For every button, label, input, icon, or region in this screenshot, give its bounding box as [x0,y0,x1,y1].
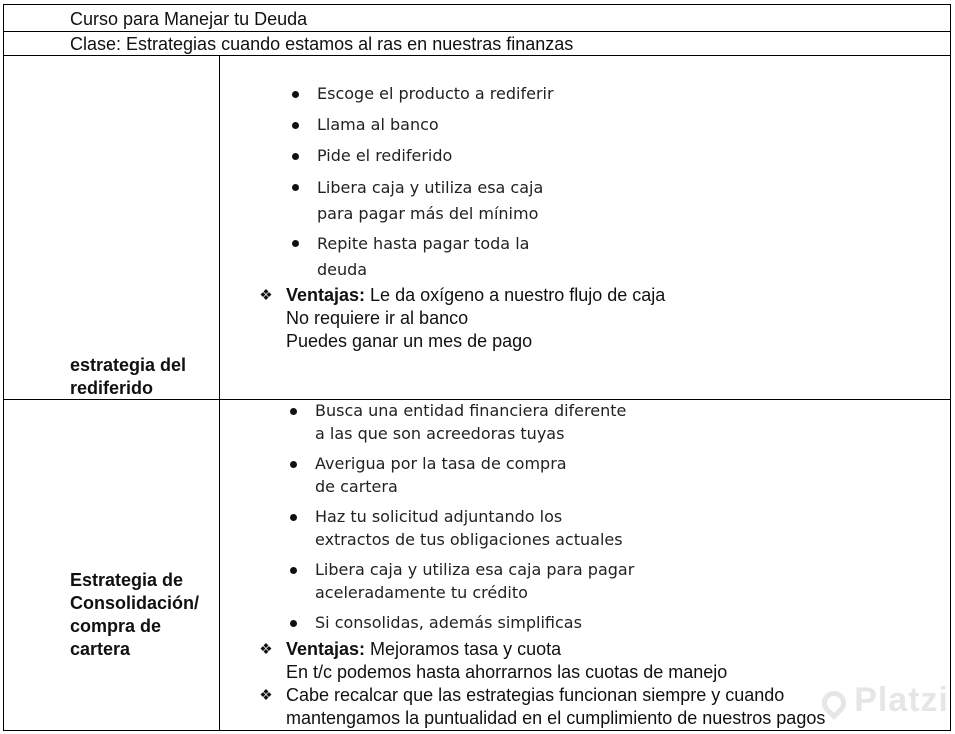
column-divider [219,55,220,731]
row-divider [3,55,951,56]
steps-list-consolidacion [287,399,634,634]
diamond-bullet-icon: ❖ [259,641,273,658]
note-recalcar: ❖ Cabe recalcar que las estrategias funcionan siempre y cuando mantengamos la puntualidad en el cumplimiento de nuestros pagos [256,684,825,730]
note-ventajas: ❖ Ventajas: Le da oxígeno a nuestro flujo de caja No requiere ir al banco Puedes ganar un mes de pago [256,284,665,353]
platzi-logo-icon [817,686,851,720]
section-label-rediferido: estrategia del rediferido [70,355,187,398]
row-divider [3,31,951,32]
list-item: Repite hasta pagar toda la deuda [289,231,554,283]
list-item: Si consolidas, además simplificas [287,611,634,634]
list-item: Averigua por la tasa de compra de cartera [287,452,634,498]
list-item: Libera caja y utiliza esa caja para pagar más del mínimo [289,175,554,227]
list-item: Escoge el producto a rediferir [289,82,554,106]
platzi-watermark: Platzi [822,681,949,720]
course-title: Curso para Manejar tu Deuda [70,9,308,29]
diamond-bullet-icon: ❖ [259,687,273,704]
list-item: Libera caja y utiliza esa caja para pagar aceleradamente tu crédito [287,558,634,604]
steps-list-rediferido [289,82,554,283]
list-item: Llama al banco [289,113,554,137]
diamond-bullet-icon: ❖ [259,287,273,304]
list-item: Busca una entidad financiera diferente a las que son acreedoras tuyas [287,399,634,445]
section-label-consolidacion: Estrategia de Consolidación/ compra de cartera [70,570,200,659]
list-item: Haz tu solicitud adjuntando los extractos de tus obligaciones actuales [287,505,634,551]
list-item: Pide el rediferido [289,144,554,168]
note-ventajas: ❖ Ventajas: Mejoramos tasa y cuota En t/c podemos hasta ahorrarnos las cuotas de manejo [256,638,727,684]
class-title: Clase: Estrategias cuando estamos al ras en nuestras finanzas [70,34,574,54]
